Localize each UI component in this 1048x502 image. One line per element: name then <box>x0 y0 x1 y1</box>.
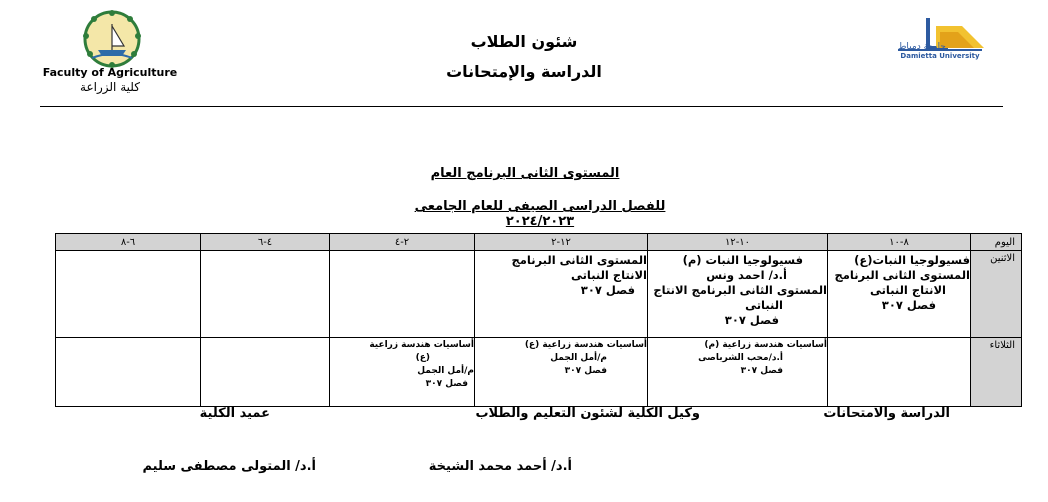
footer-vice-dean-title: وكيل الكلية لشئون التعليم والطلاب <box>475 406 700 421</box>
cell-line: أ.د/محب الشرباصى <box>698 353 783 363</box>
university-name-ar: جامعة دمياط <box>898 42 946 52</box>
cell-line: النباتى <box>745 298 783 312</box>
cell-line: أساسيات هندسة زراعية (م) <box>704 340 827 350</box>
col-header-12-2: ١٢-٢ <box>475 234 648 251</box>
cell-line: فصل ٣٠٧ <box>724 313 779 327</box>
cell-line: فسيولوجيا النبات (م) <box>682 253 803 267</box>
exams-department-heading: الدراسة والإمتحانات <box>446 62 602 81</box>
footer-vice-dean-name: أ.د/ أحمد محمد الشيخة <box>428 459 572 474</box>
university-logo <box>888 14 992 66</box>
cell-line: أساسيات هندسة زراعية <box>369 340 474 350</box>
cell-line: م/أمل الجمل <box>550 353 607 363</box>
cell-tuesday-6-8 <box>56 338 201 407</box>
cell-line: المستوى الثانى البرنامج <box>511 253 647 267</box>
table-row <box>56 338 1022 407</box>
cell-monday-12-2 <box>475 251 648 338</box>
schedule-table <box>55 233 1022 407</box>
university-name-en: Damietta University <box>900 52 980 60</box>
cell-line: الانتاج النباتى <box>570 268 647 282</box>
cell-line: المستوى الثانى البرنامج الانتاج <box>653 283 827 297</box>
table-row <box>56 251 1022 338</box>
col-header-8-10: ٨-١٠ <box>828 234 971 251</box>
cell-tuesday-10-12 <box>648 338 828 407</box>
cell-line: فصل ٣٠٧ <box>740 366 783 376</box>
cell-line: أساسيات هندسة زراعية (ع) <box>524 340 647 350</box>
term-title: للفصل الدراسى الصيفى للعام الجامعى ٢٠٢٤/٢٠٢٣ <box>414 199 666 229</box>
cell-line: فصل ٣٠٧ <box>881 298 936 312</box>
cell-line: الانتاج النباتى <box>869 283 946 297</box>
cell-line: فصل ٣٠٧ <box>580 283 635 297</box>
footer-dean-name: أ.د/ المتولى مصطفى سليم <box>142 459 316 474</box>
col-header-6-8: ٦-٨ <box>56 234 201 251</box>
cell-line: م/أمل الجمل <box>417 366 474 376</box>
header-divider <box>40 106 1003 107</box>
cell-monday-6-8 <box>56 251 201 338</box>
cell-tuesday-8-10 <box>828 338 971 407</box>
day-monday: الاثنين <box>971 251 1022 338</box>
cell-monday-2-4 <box>330 251 475 338</box>
cell-tuesday-4-6 <box>201 338 330 407</box>
faculty-name-ar: كلية الزراعة <box>80 80 140 94</box>
cell-tuesday-2-4 <box>330 338 475 407</box>
faculty-logo <box>68 10 156 68</box>
cell-line: فسيولوجيا النبات(ع) <box>854 253 970 267</box>
footer-exams-title: الدراسة والامتحانات <box>823 406 950 421</box>
col-header-day: اليوم <box>971 234 1022 251</box>
cell-tuesday-12-2 <box>475 338 648 407</box>
faculty-name-en: Faculty of Agriculture <box>42 66 178 79</box>
cell-monday-10-12 <box>648 251 828 338</box>
cell-monday-4-6 <box>201 251 330 338</box>
table-header-row <box>56 234 1022 251</box>
cell-monday-8-10 <box>828 251 971 338</box>
day-tuesday: الثلاثاء <box>971 338 1022 407</box>
footer-dean-title: عميد الكلية <box>199 406 270 421</box>
col-header-10-12: ١٠-١٢ <box>648 234 828 251</box>
cell-line: فصل ٣٠٧ <box>425 379 468 389</box>
student-affairs-heading: شئون الطلاب <box>470 32 578 51</box>
level-title: المستوى الثانى البرنامج العام <box>430 166 620 181</box>
col-header-4-6: ٤-٦ <box>201 234 330 251</box>
cell-line: أ.د/ احمد ونس <box>706 268 787 282</box>
cell-line: (ع) <box>415 353 430 363</box>
col-header-2-4: ٢-٤ <box>330 234 475 251</box>
cell-line: فصل ٣٠٧ <box>564 366 607 376</box>
cell-line: المستوى الثانى البرنامج <box>834 268 970 282</box>
